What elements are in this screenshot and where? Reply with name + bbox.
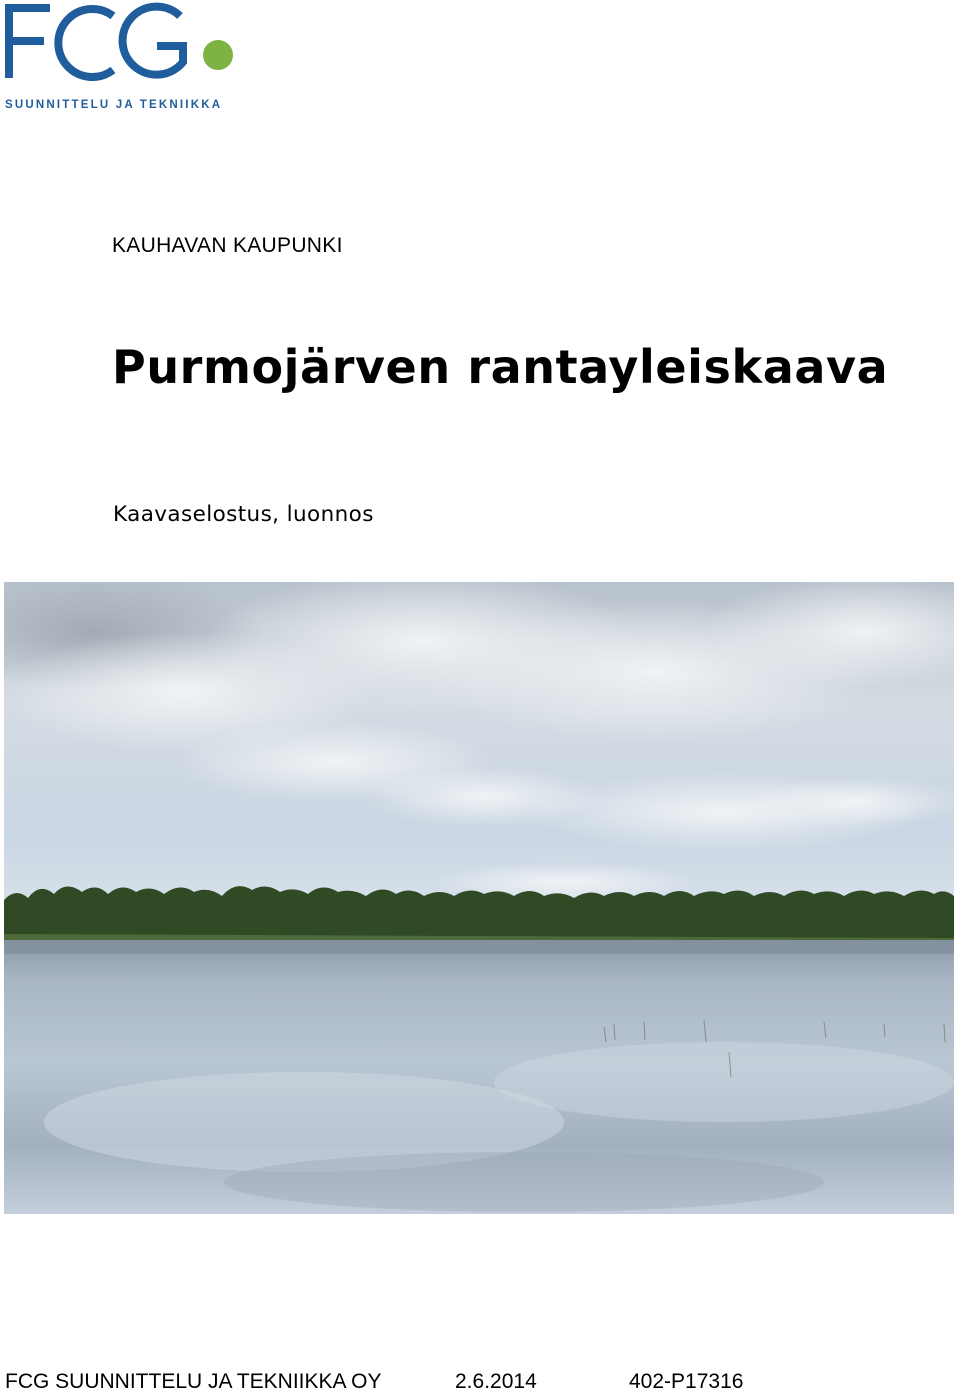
lake-landscape-photo [4, 582, 954, 1214]
company-logo [0, 0, 240, 118]
fcg-logo-mark [0, 0, 240, 96]
footer-date: 2.6.2014 [455, 1370, 537, 1393]
client-name: KAUHAVAN KAUPUNKI [112, 234, 343, 257]
green-dot-icon [203, 40, 233, 70]
footer-company: FCG SUUNNITTELU JA TEKNIIKKA OY [5, 1370, 382, 1393]
footer-project-code: 402-P17316 [629, 1370, 744, 1393]
document-subtitle: Kaavaselostus, luonnos [113, 502, 374, 527]
logo-tagline: SUUNNITTELU JA TEKNIIKKA [5, 99, 223, 111]
page-footer [0, 1370, 960, 1396]
document-title: Purmojärven rantayleiskaava [112, 340, 889, 394]
